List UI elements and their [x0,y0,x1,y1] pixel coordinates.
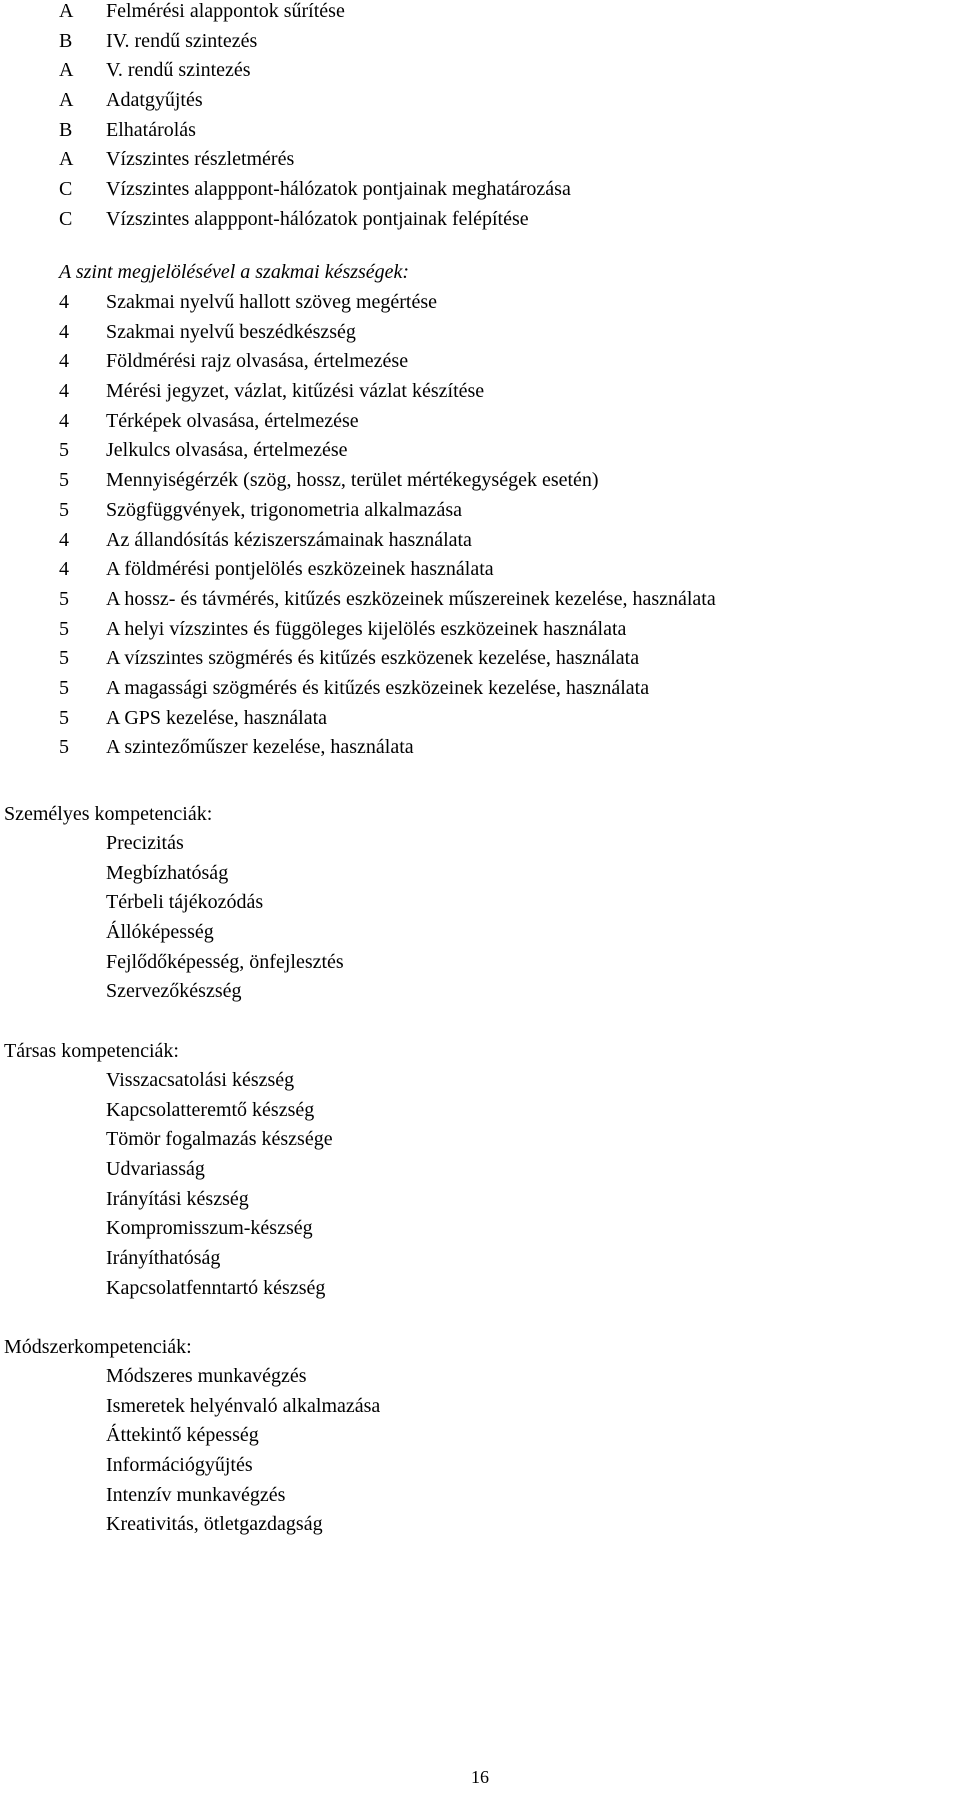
skill-level: 5 [59,498,69,521]
level-label: Elhatárolás [106,118,196,141]
skill-label: A helyi vízszintes és függöleges kijelölés eszközeinek használata [106,617,627,640]
level-label: Felmérési alappontok sűrítése [106,0,345,22]
level-row [0,175,960,205]
skill-label: Szakmai nyelvű beszédkészség [106,320,356,343]
method-competencies-heading: Módszerkompetenciák: [4,1336,192,1358]
skill-label: A hossz- és távmérés, kitűzés eszközeinek műszereinek kezelése, használata [106,587,716,610]
skill-row [0,377,960,407]
level-row [0,145,960,175]
skill-level: 5 [59,706,69,729]
list-item [0,1066,960,1096]
level-row [0,27,960,57]
skill-label: Jelkulcs olvasása, értelmezése [106,439,348,462]
list-item [0,888,960,918]
competency-label: Tömör fogalmazás készsége [106,1128,333,1151]
list-item [0,1481,960,1511]
method-competencies-list [0,1362,960,1540]
skill-label: Földmérési rajz olvasása, értelmezése [106,350,409,373]
competency-label: Kreativitás, ötletgazdagság [106,1513,323,1536]
personal-competencies-list [0,829,960,1007]
skill-label: Mennyiségérzék (szög, hossz, terület mértékegységek esetén) [106,469,599,492]
level-label: Adatgyűjtés [106,89,203,112]
list-item [0,1362,960,1392]
list-item [0,918,960,948]
competency-label: Irányíthatóság [106,1247,221,1270]
list-item [0,1451,960,1481]
skill-row [0,496,960,526]
skill-row [0,704,960,734]
competency-label: Visszacsatolási készség [106,1069,295,1091]
list-item [0,1096,960,1126]
level-label: Vízszintes alapppont-hálózatok pontjainak felépítése [106,207,529,230]
skill-level: 5 [59,617,69,640]
level-code: A [59,148,74,171]
skill-level: 4 [59,291,69,313]
competency-label: Kompromisszum-készség [106,1217,313,1240]
skill-level: 5 [59,469,69,492]
skill-row [0,288,960,318]
level-row [0,0,960,27]
competency-label: Precizitás [106,832,184,854]
skill-label: Térképek olvasása, értelmezése [106,409,359,432]
skill-level: 4 [59,380,69,403]
level-row [0,205,960,235]
level-code: C [59,178,73,201]
competency-label: Ismeretek helyénvaló alkalmazása [106,1394,381,1417]
skill-level: 5 [59,736,69,759]
competency-label: Kapcsolatfenntartó készség [106,1276,326,1299]
skill-level: 5 [59,439,69,462]
competency-label: Módszeres munkavégzés [106,1365,307,1387]
skill-row [0,526,960,556]
skill-label: A szintezőműszer kezelése, használata [106,736,414,759]
competency-label: Kapcsolatteremtő készség [106,1098,315,1121]
skill-row [0,585,960,615]
level-code: A [59,89,74,112]
competency-label: Szervezőkészség [106,980,242,1003]
level-code: C [59,207,73,230]
level-code: B [59,118,73,141]
list-item [0,948,960,978]
skill-label: Mérési jegyzet, vázlat, kitűzési vázlat készítése [106,380,485,403]
page-number: 16 [471,1767,489,1787]
list-item [0,1125,960,1155]
skill-row [0,644,960,674]
skill-row [0,733,960,763]
skill-label: A GPS kezelése, használata [106,706,328,729]
list-item [0,1274,960,1304]
level-label: IV. rendű szintezés [106,29,258,52]
level-label: Vízszintes részletmérés [106,148,295,171]
competency-label: Térbeli tájékozódás [106,891,264,914]
skill-row [0,347,960,377]
competency-label: Állóképesség [106,921,214,944]
competency-label: Intenzív munkavégzés [106,1483,286,1506]
skill-row [0,674,960,704]
skill-row [0,407,960,437]
skill-level: 4 [59,350,69,373]
skill-label: Szakmai nyelvű hallott szöveg megértése [106,291,438,313]
list-item [0,829,960,859]
list-item [0,1214,960,1244]
skill-row [0,555,960,585]
skill-level: 4 [59,528,69,551]
skill-level: 4 [59,409,69,432]
list-item [0,1185,960,1215]
skill-level: 5 [59,647,69,670]
skills-list [0,288,960,763]
skill-label: A földmérési pontjelölés eszközeinek használata [106,558,494,581]
skill-row [0,466,960,496]
list-item [0,1244,960,1274]
competency-label: Irányítási készség [106,1187,249,1210]
level-code: A [59,59,74,82]
level-list [0,0,960,235]
social-competencies-heading: Társas kompetenciák: [4,1040,179,1062]
skill-row [0,436,960,466]
level-row [0,86,960,116]
level-code: B [59,29,73,52]
skill-label: Szögfüggvények, trigonometria alkalmazása [106,498,462,521]
level-row [0,116,960,146]
skill-level: 5 [59,587,69,610]
list-item [0,977,960,1007]
skill-label: Az állandósítás kéziszerszámainak használata [106,528,472,551]
skill-label: A magassági szögmérés és kitűzés eszközeinek kezelése, használata [106,676,650,699]
list-item [0,1421,960,1451]
competency-label: Áttekintő képesség [106,1424,259,1447]
list-item [0,859,960,889]
competency-label: Információgyűjtés [106,1454,253,1477]
skill-label: A vízszintes szögmérés és kitűzés eszközenek kezelése, használata [106,647,640,670]
social-competencies-list [0,1066,960,1304]
list-item [0,1510,960,1540]
level-label: Vízszintes alapppont-hálózatok pontjainak meghatározása [106,178,571,201]
skills-heading: A szint megjelölésével a szakmai készségek: [59,261,410,283]
list-item [0,1155,960,1185]
skill-level: 4 [59,320,69,343]
level-label: V. rendű szintezés [106,59,251,82]
skill-row [0,318,960,348]
personal-competencies-heading: Személyes kompetenciák: [4,803,213,825]
level-code: A [59,0,74,22]
skill-row [0,615,960,645]
competency-label: Megbízhatóság [106,861,229,884]
level-row [0,56,960,86]
list-item [0,1392,960,1422]
competency-label: Fejlődőképesség, önfejlesztés [106,950,344,973]
skill-level: 4 [59,558,69,581]
skill-level: 5 [59,676,69,699]
competency-label: Udvariasság [106,1158,205,1181]
